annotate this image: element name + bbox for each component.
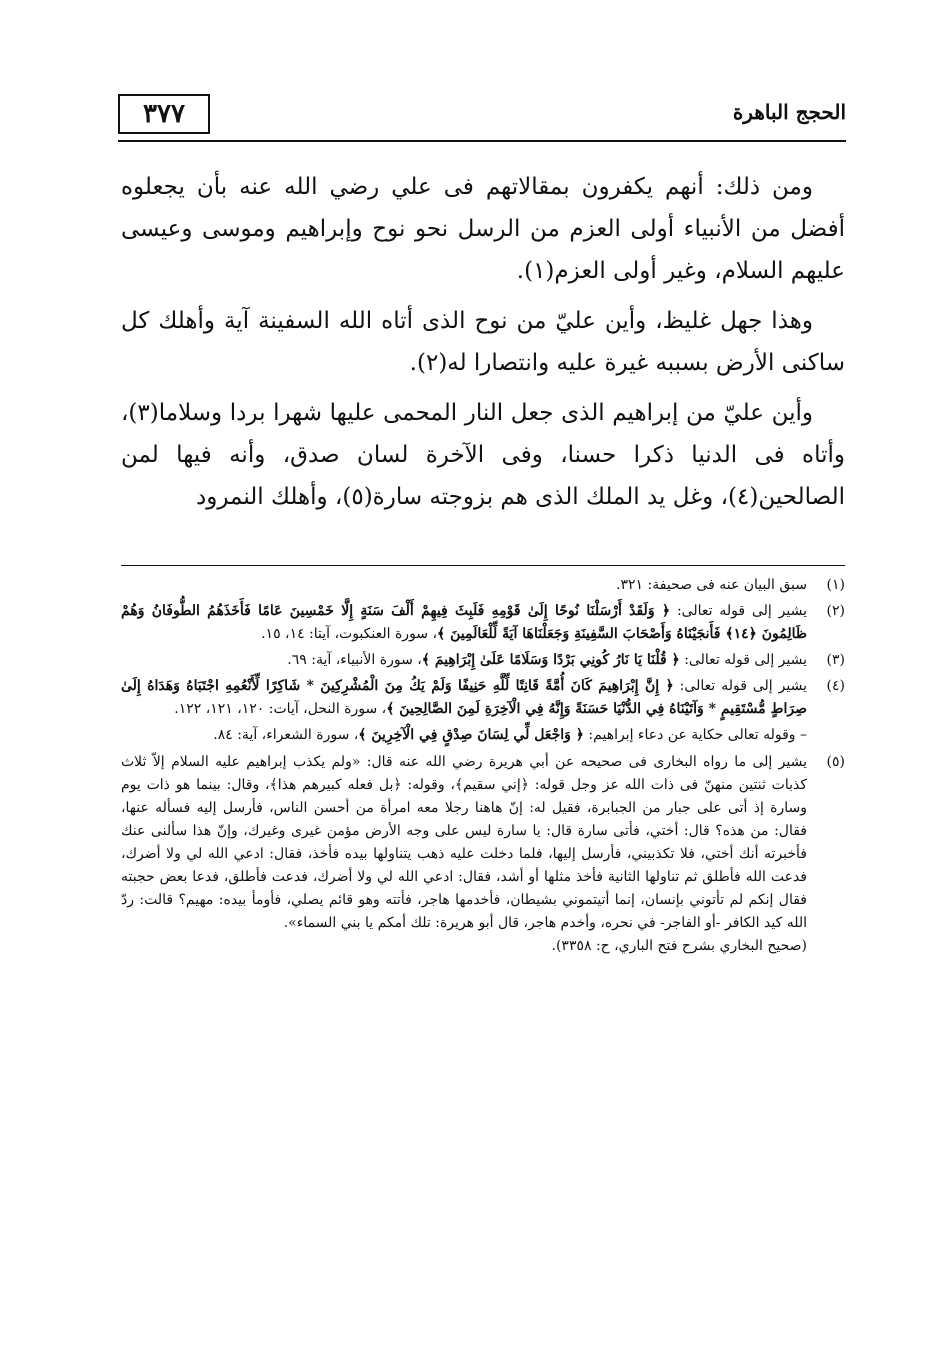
paragraph: وهذا جهل غليظ، وأين عليّ من نوح الذى أتاه الله السفينة آية وأهلك كل ساكنى الأرض بسببه غيرة عليه وانتصارا له(٢).: [121, 308, 845, 376]
footnote-2: [121, 600, 845, 646]
footnotes: [121, 574, 845, 961]
footnote-5: [121, 751, 845, 958]
footnote-separator: [121, 565, 845, 566]
footnote-reference: ، سورة النحل، آيات: ١٢٠، ١٢١، ١٢٢.: [174, 701, 387, 717]
quran-verse: ﴿ إِنَّ إِبْرَاهِيمَ كَانَ أُمَّةً قَانِتًا لِّلَّهِ حَنِيفًا وَلَمْ يَكُ مِنَ الْمُشْرِكِينَ * شَاكِرًا لِّأَنْعُمِهِ اجْتَبَاهُ وَهَدَاهُ إِلَىٰ صِرَاطٍ مُّسْتَقِيمٍ * وَآتَيْنَاهُ فِي الدُّنْيَا حَسَنَةً وَإِنَّهُ فِي الْآخِرَةِ لَمِنَ الصَّالِحِينَ ﴾: [121, 678, 807, 717]
footnote-text: يشير إلى ما رواه البخارى فى صحيحه عن أبي هريرة رضي الله عنه قال: «ولم يكذب إبراهيم عليه السلام إلاّ ثلاث كذبات ثنتين منهنّ فى ذات الله عز وجل قوله: ﴿إني سقيم﴾، وقوله: ﴿بل فعله كبيرهم هذا﴾، وقال: بينما هو ذات يوم وسارة إذ أتى على جبار من الجبابرة، فقيل له: إنّ هاهنا رجلا معه امرأة من أحسن الناس، فأرسل إليه فسأله عنها، فقال: من هذه؟ قال: أختي، فأتى سارة قال: يا سارة ليس على وجه الأرض مؤمن غيرى وغيرك، وإنّ هذا سألنى عنك فأخبرته أنك أختي، فلا تكذبيني، فأرسل إليها، فلما دخلت عليه ذهب يتناولها بيده فأخذ، فقال: ادعي الله لي ولا أضرك، فدعت الله فأطلق ثم تناولها الثانية فأخذ مثلها أو أشد، فقال: ادعي الله لي ولا أضرك، فدعت فأطلق، فدعا بعض حجبته فقال إنكم لم تأتوني بإنسان، إنما أتيتموني بشيطان، فأخدمها هاجر، فأتته وهو قائم يصلي، فأومأ بيده: مهيم؟ قالت: ردّ الله كيد الكافر -أو الفاجر- في نحره، وأخدم هاجر، قال أبو هريرة: تلك أمكم يا بني السماء».: [121, 754, 808, 931]
footnote-text: يشير إلى قوله تعالى:: [673, 678, 807, 694]
footnote-4: [121, 675, 845, 721]
footnote-text: يشير إلى قوله تعالى:: [679, 652, 807, 668]
footnote-3: [121, 649, 845, 672]
page-header: [118, 82, 846, 152]
quran-verse: ﴿ وَلَقَدْ أَرْسَلْنَا نُوحًا إِلَىٰ قَوْمِهِ فَلَبِثَ فِيهِمْ أَلْفَ سَنَةٍ إِلَّا خَمْسِينَ عَامًا فَأَخَذَهُمُ الطُّوفَانُ وَهُمْ ظَالِمُونَ ﴿١٤﴾ فَأَنجَيْنَاهُ وَأَصْحَابَ السَّفِينَةِ وَجَعَلْنَاهَا آيَةً لِّلْعَالَمِينَ ﴾: [121, 603, 807, 642]
footnote-reference: ، سورة الشعراء، آية: ٨٤.: [213, 727, 359, 743]
footnote-text: يشير إلى قوله تعالى:: [670, 603, 807, 619]
footnote-number: (٥): [826, 754, 845, 770]
paragraph: ومن ذلك: أنهم يكفرون بمقالاتهم فى علي رضي الله عنه بأن يجعلوه أفضل من الأنبياء أولى العزم من الرسل نحو نوح وإبراهيم وموسى وعيسى عليهم السلام، وغير أولى العزم(١).: [121, 174, 845, 284]
footnote-1: [121, 574, 845, 597]
quran-verse: ﴿ قُلْنَا يَا نَارُ كُونِي بَرْدًا وَسَلَامًا عَلَىٰ إِبْرَاهِيمَ ﴾: [421, 652, 680, 668]
footnote-text: سبق البيان عنه فى صحيفة: ٣٢١.: [616, 577, 807, 593]
footnote-reference: ، سورة الأنبياء، آية: ٦٩.: [287, 652, 422, 668]
footnote-number: (١): [826, 577, 845, 593]
footnote-text: – وقوله تعالى حكاية عن دعاء إبراهيم:: [583, 727, 807, 743]
footnote-number: (٣): [826, 652, 845, 668]
header-rule: [118, 140, 846, 142]
running-title: الحجج الباهرة: [732, 100, 846, 124]
quran-verse: ﴿ وَاجْعَل لِّي لِسَانَ صِدْقٍ فِي الْآخِرِينَ ﴾: [358, 727, 584, 743]
paragraph: وأين عليّ من إبراهيم الذى جعل النار المحمى عليها شهرا بردا وسلاما(٣)، وأتاه فى الدنيا ذكرا حسنا، وفى الآخرة لسان صدق، وأنه فيها لمن الصالحين(٤)، وغل يد الملك الذى هم بزوجته سارة(٥)، وأهلك النمرود: [121, 400, 845, 510]
footnote-reference: ، سورة العنكبوت، آيتا: ١٤، ١٥.: [261, 626, 438, 642]
page-number: ٣٧٧: [118, 94, 210, 134]
hadith-source: (صحيح البخاري بشرح فتح الباري، ح: ٣٣٥٨).: [551, 938, 807, 954]
main-text: [121, 166, 845, 526]
footnote-number: (٤): [826, 678, 845, 694]
footnote-4-continuation: [121, 724, 845, 747]
footnote-number: (٢): [826, 603, 845, 619]
